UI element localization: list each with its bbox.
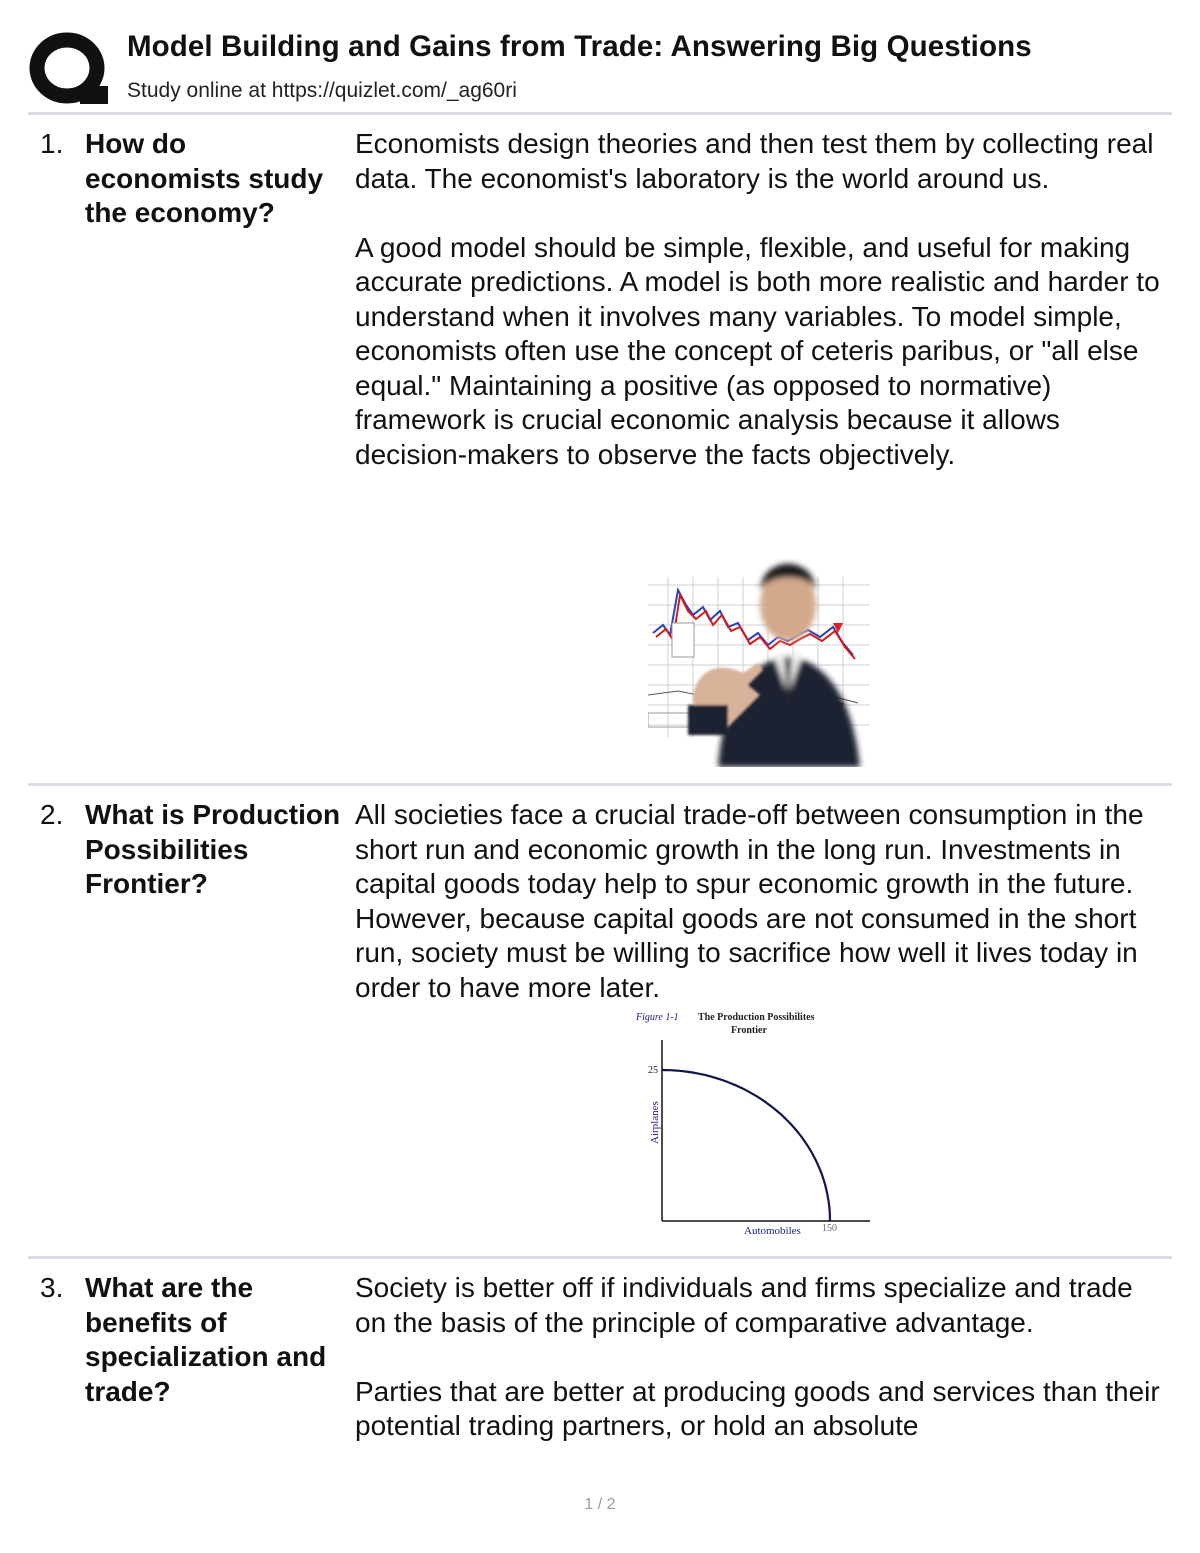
ppf-y-intercept-label: 25 (648, 1065, 658, 1076)
card-3-answer (355, 1271, 1170, 1444)
ppf-y-axis-label: Airplanes (649, 1101, 661, 1144)
card-2-divider (28, 1256, 1172, 1259)
ppf-chart (632, 1008, 872, 1243)
card-1-number: 1. (40, 128, 64, 159)
ppf-x-axis-label: Automobiles (744, 1225, 801, 1237)
page-number: 1 / 2 (584, 1496, 616, 1513)
card-1-question: How do economists study the economy? (85, 128, 324, 228)
card-1-divider (28, 783, 1172, 786)
ppf-curve (662, 1070, 830, 1221)
study-link[interactable]: Study online at https://quizlet.com/_ag60ri (127, 79, 517, 102)
card-3-number: 3. (40, 1272, 64, 1303)
card-2-number: 2. (40, 799, 64, 830)
quizlet-logo-icon (28, 30, 110, 110)
ppf-caption-prefix: Figure 1-1 (636, 1012, 679, 1023)
card-2-question: What is Production Possibilities Frontier? (85, 799, 341, 899)
card-1-answer (355, 127, 1170, 472)
card-1-paragraph-1: Economists design theories and then test them by collecting real data. The economist's laboratory is the world around us. (355, 128, 1154, 194)
card-2-answer (355, 798, 1170, 1005)
ppf-caption-title: The Production Possibilites (698, 1012, 815, 1023)
document-title: Model Building and Gains from Trade: Answering Big Questions (127, 30, 1032, 63)
ppf-caption-title-line2: Frontier (731, 1025, 767, 1036)
card-2-paragraph-1: All societies face a crucial trade-off between consumption in the short run and economic growth in the long run. Investments in capital goods today help to spur economic growth in the future. However, because capital goods are not consumed in the short run, society must be willing to sacrifice how well it lives today in order to have more later. (355, 799, 1144, 1003)
card-3-paragraph-1: Society is better off if individuals and firms specialize and trade on the basis of the principle of comparative advantage. (355, 1272, 1133, 1338)
header-divider (28, 112, 1172, 115)
card-3-question: What are the benefits of specialization and trade? (85, 1272, 327, 1407)
card-1-paragraph-2: A good model should be simple, flexible, and useful for making accurate predictions. A model is both more realistic and harder to understand when it involves many variables. To model simple, economists often use the concept of ceteris paribus, or "all else equal." Maintaining a positive (as opposed to normative) framework is crucial economic analysis because it allows decision-makers to observe the facts objectively. (355, 231, 1160, 470)
ppf-x-intercept-label: 150 (822, 1223, 837, 1234)
card-3-paragraph-2: Parties that are better at producing goods and services than their potential trading partners, or hold an absolute (355, 1375, 1160, 1441)
businessman-stock-chart-image (648, 545, 870, 767)
